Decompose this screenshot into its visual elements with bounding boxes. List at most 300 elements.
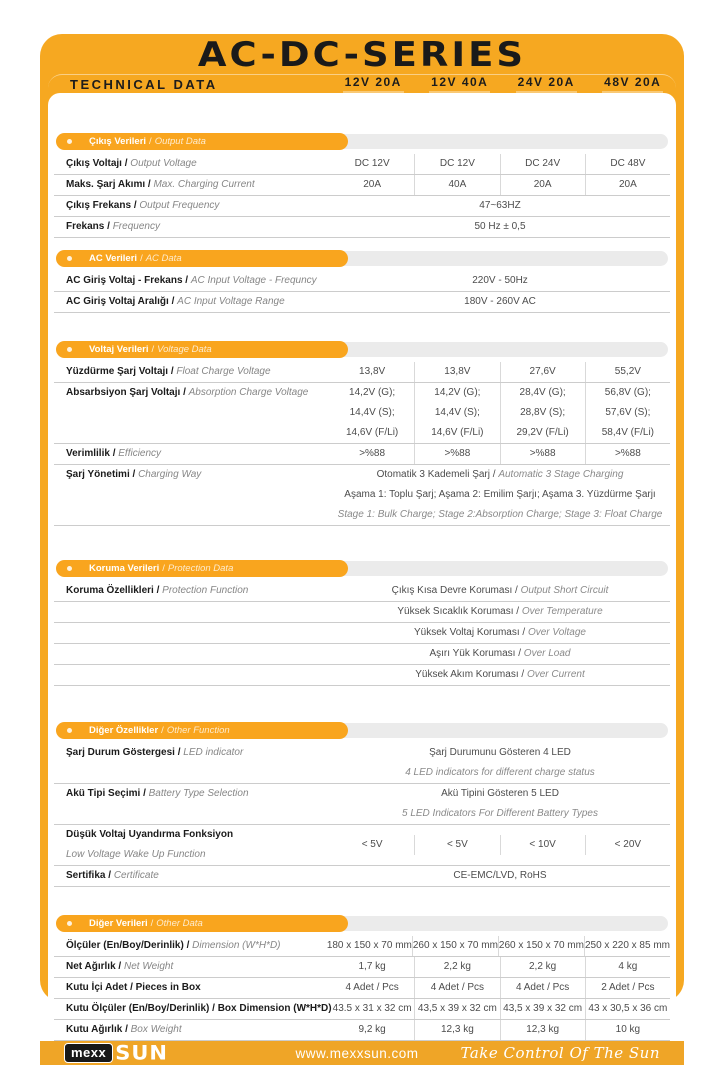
row-label xyxy=(54,271,330,291)
cell-text xyxy=(501,444,585,464)
table-cell xyxy=(500,383,585,443)
cell-text xyxy=(499,936,584,956)
column-header-text: 24V 20A xyxy=(516,75,577,93)
table-row xyxy=(54,465,670,526)
table-row xyxy=(54,217,670,238)
cell-text xyxy=(586,957,670,977)
row-label-line xyxy=(66,957,330,977)
section-title-tr: Çıkış Verileri xyxy=(89,136,147,147)
table-row xyxy=(54,999,670,1020)
cell-text-tr: 43,5 x 39 x 32 cm xyxy=(503,1003,583,1014)
cell-text-tr: Çıkış Kısa Devre Koruması xyxy=(391,585,513,596)
section-header-pill xyxy=(56,341,668,358)
row-label-line xyxy=(66,383,330,403)
cell-text-tr: >%88 xyxy=(614,448,641,459)
row-label-sep: / xyxy=(180,387,189,398)
row-label-sep: / xyxy=(131,200,140,211)
cell-text-tr: 43.5 x 31 x 32 cm xyxy=(332,1003,412,1014)
cell-text-tr: 180V - 260V AC xyxy=(464,296,536,307)
row-label-sep: / xyxy=(168,366,177,377)
row-label-line xyxy=(66,362,330,382)
section-title-en: Other Data xyxy=(156,918,203,929)
table-row xyxy=(54,444,670,465)
cell-text-tr: 9,2 kg xyxy=(358,1024,386,1035)
bullet-dot-icon xyxy=(67,139,72,144)
row-label xyxy=(54,444,330,464)
cell-text-tr: 27,6V xyxy=(529,366,556,377)
table-cell xyxy=(414,978,499,998)
cell-text-tr: 47~63HZ xyxy=(479,200,521,211)
table-cell xyxy=(414,999,499,1019)
cell-text xyxy=(415,362,499,382)
section-header xyxy=(56,722,348,739)
cell-text xyxy=(330,644,670,664)
cell-text-tr: DC 48V xyxy=(610,158,646,169)
section-title-sep: / xyxy=(162,563,165,574)
table-row xyxy=(54,665,670,686)
bullet-dot-icon xyxy=(67,728,72,733)
cell-text xyxy=(330,763,670,783)
cell-text-tr: 4 Adet / Pcs xyxy=(345,982,399,993)
row-label-sep: / xyxy=(168,296,178,307)
cell-text xyxy=(330,866,670,886)
section-title-sep: / xyxy=(161,725,164,736)
cell-text xyxy=(415,423,499,443)
section-title-sep: / xyxy=(140,253,143,264)
row-label-tr-text: Maks. Şarj Akımı xyxy=(66,179,146,190)
table-cell-span xyxy=(330,784,670,824)
table-cell-span xyxy=(330,271,670,291)
row-label-line xyxy=(66,175,330,195)
row-values xyxy=(330,978,670,998)
sheet xyxy=(48,93,676,1041)
row-values xyxy=(330,825,670,865)
cell-text-tr: 50 Hz ± 0,5 xyxy=(474,221,526,232)
spec-card xyxy=(40,34,684,1065)
cell-text xyxy=(501,957,585,977)
cell-text-tr: 43,5 x 39 x 32 cm xyxy=(417,1003,497,1014)
cell-text-tr: 2,2 kg xyxy=(443,961,471,972)
row-label-en-text: Frequency xyxy=(112,221,160,232)
row-label-line xyxy=(66,271,330,291)
cell-text-tr: 220V - 50Hz xyxy=(472,275,528,286)
row-label-en-text: Low Voltage Wake Up Function xyxy=(66,849,206,860)
bullet-dot-icon xyxy=(67,347,72,352)
cell-text-tr: 10 kg xyxy=(615,1024,641,1035)
row-label-line xyxy=(66,1020,330,1040)
table-cell xyxy=(330,444,414,464)
cell-text xyxy=(330,581,670,601)
row-label-en-text: Net Weight xyxy=(123,961,174,972)
cell-text-tr: 12,3 kg xyxy=(440,1024,474,1035)
row-label-en-text: Max. Charging Current xyxy=(153,179,255,190)
cell-text xyxy=(501,154,585,174)
cell-text-tr: >%88 xyxy=(359,448,386,459)
table-cell-span xyxy=(330,602,670,622)
row-label-en-text: Box Weight xyxy=(130,1024,182,1035)
table-cell xyxy=(500,444,585,464)
row-values xyxy=(330,743,670,783)
table-cell-span xyxy=(330,665,670,685)
row-label-tr-text: Verimlilik xyxy=(66,448,110,459)
cell-text-sep: / xyxy=(519,627,528,638)
table-row xyxy=(54,602,670,623)
table-cell xyxy=(414,444,499,464)
cell-text xyxy=(415,403,499,423)
row-label-line xyxy=(66,978,330,998)
cell-text xyxy=(330,835,414,855)
cell-text-tr: Akü Tipini Gösteren 5 LED xyxy=(441,788,559,799)
row-label-sep: / xyxy=(174,747,184,758)
cell-text-tr: Yüksek Sıcaklık Koruması xyxy=(397,606,514,617)
cell-text xyxy=(586,444,670,464)
logo-mexx: mexx xyxy=(64,1043,113,1063)
cell-text-en: Over Current xyxy=(526,669,585,680)
table-header xyxy=(48,74,676,93)
cell-text-tr: 260 x 150 x 70 mm xyxy=(498,940,584,951)
section xyxy=(54,560,670,686)
section-header xyxy=(56,133,348,150)
row-label xyxy=(54,292,330,312)
section-title-en: AC Data xyxy=(145,253,182,264)
table-row xyxy=(54,825,670,866)
cell-text xyxy=(330,665,670,685)
cell-text-tr: 40A xyxy=(448,179,467,190)
cell-text xyxy=(330,362,414,382)
column-header xyxy=(417,75,504,93)
cell-text xyxy=(501,383,585,403)
table-cell-span xyxy=(330,581,670,601)
row-label xyxy=(54,825,330,865)
cell-text-en: Automatic 3 Stage Charging xyxy=(498,469,624,480)
row-label-sep: / xyxy=(182,275,191,286)
row-values xyxy=(330,444,670,464)
cell-text xyxy=(586,403,670,423)
row-label-line xyxy=(66,866,330,886)
row-label-sep: / xyxy=(145,179,154,190)
row-label xyxy=(54,623,330,643)
row-label xyxy=(54,175,330,195)
cell-text-tr: 250 x 220 x 85 mm xyxy=(584,940,670,951)
cell-text-en: Stage 1: Bulk Charge; Stage 2:Absorption Charge; Stage 3: Float Charge xyxy=(337,509,663,520)
row-label xyxy=(54,999,330,1019)
cell-text xyxy=(330,999,414,1019)
table-cell-span xyxy=(330,644,670,664)
section-title-en: Other Function xyxy=(166,725,230,736)
row-label-en-text: AC Input Voltage - Frequncy xyxy=(190,275,317,286)
row-label-line xyxy=(66,784,330,804)
slogan: Take Control Of The Sun xyxy=(460,1044,660,1062)
table-cell xyxy=(414,175,499,195)
table-cell xyxy=(330,835,414,855)
table-cell-span xyxy=(330,217,670,237)
section-title-tr: AC Verileri xyxy=(89,253,138,264)
cell-text xyxy=(330,1020,414,1040)
cell-text xyxy=(330,444,414,464)
section-title-sep: / xyxy=(151,344,155,355)
cell-text-tr: 13,8V xyxy=(444,366,471,377)
row-label-en-text: Dimension (W*H*D) xyxy=(192,940,281,951)
table-row xyxy=(54,175,670,196)
cell-text-tr: 4 Adet / Pcs xyxy=(430,982,485,993)
table-cell xyxy=(585,383,670,443)
table-cell xyxy=(585,978,670,998)
table-cell-span xyxy=(330,465,670,525)
cell-text-tr: 14,2V (G); xyxy=(434,387,481,398)
row-label-tr-text: Kutu Ağırlık xyxy=(66,1024,123,1035)
section xyxy=(54,133,670,238)
table-cell xyxy=(330,154,414,174)
cell-text xyxy=(330,383,414,403)
cell-text xyxy=(585,936,670,956)
cell-text-tr: 28,8V (S); xyxy=(520,407,566,418)
cell-text-en: Over Load xyxy=(523,648,571,659)
cell-text xyxy=(330,602,670,622)
cell-text xyxy=(330,743,670,763)
section-title-sep: / xyxy=(149,136,152,147)
column-header xyxy=(503,75,590,93)
table-cell xyxy=(585,999,670,1019)
row-values xyxy=(330,644,670,664)
row-label-en-text: Box Dimension (W*H*D) xyxy=(217,1003,332,1014)
row-label-en-text: Output Voltage xyxy=(130,158,197,169)
cell-text xyxy=(586,175,670,195)
section xyxy=(54,250,670,313)
cell-text xyxy=(413,936,498,956)
page-title: AC-DC-SERIES xyxy=(197,34,527,74)
row-label xyxy=(54,154,330,174)
section-title-tr: Voltaj Verileri xyxy=(89,344,149,355)
table-row xyxy=(54,1020,670,1041)
table-cell xyxy=(330,999,414,1019)
cell-text-tr: 14,4V (S); xyxy=(349,407,395,418)
row-label-tr-text: Absarbsiyon Şarj Voltajı xyxy=(66,387,181,398)
bullet-dot-icon xyxy=(67,256,72,261)
table-row xyxy=(54,936,670,957)
section-header-pill xyxy=(56,133,668,150)
cell-text xyxy=(327,936,412,956)
table-cell xyxy=(412,936,498,956)
cell-text xyxy=(330,175,414,195)
row-label xyxy=(54,1020,330,1040)
row-label-tr-text: Düşük Voltaj Uyandırma Fonksiyon xyxy=(66,829,234,840)
cell-text xyxy=(586,423,670,443)
row-label xyxy=(54,196,330,216)
row-label xyxy=(54,936,327,956)
table-cell xyxy=(500,835,585,855)
section-title-en: Output Data xyxy=(154,136,206,147)
cell-text-tr: 56,8V (G); xyxy=(604,387,651,398)
row-label-tr-text: Şarj Durum Göstergesi xyxy=(66,747,175,758)
section-title-en: Protection Data xyxy=(167,563,234,574)
cell-text-tr: Aşırı Yük Koruması xyxy=(429,648,516,659)
row-values xyxy=(330,196,670,216)
table-cell-span xyxy=(330,196,670,216)
cell-text-en: Output Short Circuit xyxy=(520,585,609,596)
row-label-en-text: Float Charge Voltage xyxy=(176,366,271,377)
cell-text xyxy=(415,999,499,1019)
row-label xyxy=(54,978,330,998)
table-row xyxy=(54,957,670,978)
row-label-en-text: Efficiency xyxy=(118,448,162,459)
table-cell xyxy=(585,444,670,464)
table-cell xyxy=(500,978,585,998)
row-values xyxy=(330,175,670,195)
table-cell xyxy=(585,1020,670,1040)
table-row xyxy=(54,623,670,644)
row-label-sep: / xyxy=(153,585,163,596)
bullet-dot-icon xyxy=(67,921,72,926)
row-label-tr xyxy=(66,825,330,845)
row-label xyxy=(54,362,330,382)
section-title-tr: Diğer Özellikler xyxy=(89,725,159,736)
table-cell xyxy=(330,362,414,382)
section-header-pill xyxy=(56,250,668,267)
table-cell xyxy=(330,978,414,998)
table-cell xyxy=(330,1020,414,1040)
cell-text-en: Over Temperature xyxy=(521,606,603,617)
row-values xyxy=(330,623,670,643)
section xyxy=(54,915,670,1041)
cell-text-tr: Yüksek Akım Koruması xyxy=(415,669,519,680)
row-values xyxy=(327,936,670,956)
row-label-en-text: Certificate xyxy=(113,870,159,881)
cell-text xyxy=(330,217,670,237)
cell-text-sep: / xyxy=(489,469,499,480)
table-cell xyxy=(500,175,585,195)
row-label-en xyxy=(66,845,330,865)
table-cell xyxy=(585,175,670,195)
row-label-sep: / xyxy=(115,961,124,972)
cell-text-sep: / xyxy=(515,648,524,659)
row-label-line xyxy=(66,217,330,237)
row-label-tr-text: Kutu Ölçüler (En/Boy/Derinlik) xyxy=(66,1003,210,1014)
cell-text-tr: < 10V xyxy=(529,839,556,850)
cell-text-en: Over Voltage xyxy=(527,627,586,638)
row-label-tr-text: Çıkış Voltajı xyxy=(66,158,122,169)
row-label-en-text: Battery Type Selection xyxy=(148,788,249,799)
row-label-sep: / xyxy=(121,158,131,169)
row-label-tr-text: Yüzdürme Şarj Voltajı xyxy=(66,366,169,377)
sections-container xyxy=(48,133,676,1041)
cell-text-tr: 43 x 30,5 x 36 cm xyxy=(588,1003,668,1014)
section-title-en: Voltage Data xyxy=(157,344,212,355)
cell-text xyxy=(586,154,670,174)
cell-text-tr: 20A xyxy=(363,179,382,190)
cell-text-tr: Otomatik 3 Kademeli Şarj xyxy=(376,469,490,480)
cell-text-tr: 57,6V (S); xyxy=(605,407,651,418)
row-values xyxy=(330,465,670,525)
table-cell xyxy=(584,936,670,956)
cell-text xyxy=(330,485,670,505)
cell-text xyxy=(586,835,670,855)
cell-text-tr: DC 12V xyxy=(439,158,475,169)
footer xyxy=(40,1041,684,1065)
brand-logo xyxy=(64,1041,254,1065)
table-row xyxy=(54,362,670,383)
cell-text-tr: 2 Adet / Pcs xyxy=(601,982,655,993)
row-label-sep: / xyxy=(183,940,193,951)
cell-text-sep: / xyxy=(513,606,522,617)
section-header-pill xyxy=(56,915,668,932)
row-label-line xyxy=(66,743,330,763)
cell-text-tr: 29,2V (F/Li) xyxy=(516,427,569,438)
row-label-sep: / xyxy=(109,448,119,459)
table-cell xyxy=(414,1020,499,1040)
table-row xyxy=(54,196,670,217)
section-title-sep: / xyxy=(150,918,154,929)
cell-text-tr: Aşama 1: Toplu Şarj; Aşama 2: Emilim Şarjı; Aşama 3. Yüzdürme Şarjı xyxy=(344,489,656,500)
row-label-line xyxy=(66,444,330,464)
cell-text xyxy=(501,999,585,1019)
row-label-sep: / xyxy=(122,1024,131,1035)
row-label xyxy=(54,957,330,977)
table-row xyxy=(54,581,670,602)
table-cell xyxy=(330,175,414,195)
cell-text-en: 5 LED Indicators For Different Battery Types xyxy=(401,808,598,819)
cell-text xyxy=(330,423,414,443)
section-title-tr: Diğer Verileri xyxy=(89,918,148,929)
cell-text-tr: Yüksek Voltaj Koruması xyxy=(414,627,520,638)
row-label-tr-text: Frekans xyxy=(66,221,105,232)
row-label xyxy=(54,217,330,237)
cell-text xyxy=(501,175,585,195)
row-label-en-text: AC Input Voltage Range xyxy=(177,296,285,307)
table-cell-span xyxy=(330,623,670,643)
row-values xyxy=(330,292,670,312)
table-cell xyxy=(498,936,584,956)
row-label-tr-text: Kutu İçi Adet xyxy=(66,982,128,993)
column-header-text: 12V 20A xyxy=(343,75,404,93)
row-label-tr-text: Sertifika xyxy=(66,870,106,881)
cell-text xyxy=(415,444,499,464)
table-row xyxy=(54,271,670,292)
row-label-sep: / xyxy=(140,788,149,799)
cell-text-tr: 180 x 150 x 70 mm xyxy=(326,940,412,951)
cell-text xyxy=(501,978,585,998)
cell-text-tr: < 5V xyxy=(361,839,383,850)
website-url: www.mexxsun.com xyxy=(295,1045,419,1061)
row-label-line xyxy=(66,936,327,956)
cell-text-tr: >%88 xyxy=(529,448,556,459)
row-label-tr-text: Şarj Yönetimi xyxy=(66,469,130,480)
section-header-pill xyxy=(56,722,668,739)
table-row xyxy=(54,784,670,825)
row-label-en-text: Protection Function xyxy=(162,585,249,596)
technical-data-label: TECHNICAL DATA xyxy=(70,76,218,92)
table-cell xyxy=(500,154,585,174)
cell-text-sep: / xyxy=(512,585,521,596)
section xyxy=(54,341,670,526)
table-cell-span xyxy=(330,292,670,312)
cell-text xyxy=(330,196,670,216)
table-cell-span xyxy=(330,866,670,886)
row-label xyxy=(54,602,330,622)
row-label xyxy=(54,866,330,886)
row-label xyxy=(54,465,330,525)
row-values xyxy=(330,957,670,977)
row-label-en-text: LED indicator xyxy=(183,747,244,758)
cell-text xyxy=(586,999,670,1019)
table-cell xyxy=(500,1020,585,1040)
table-cell xyxy=(500,957,585,977)
cell-text xyxy=(415,978,499,998)
cell-text-tr: 14,6V (F/Li) xyxy=(346,427,399,438)
row-values xyxy=(330,271,670,291)
table-row xyxy=(54,644,670,665)
cell-text-tr: 58,4V (F/Li) xyxy=(601,427,654,438)
cell-text xyxy=(586,1020,670,1040)
